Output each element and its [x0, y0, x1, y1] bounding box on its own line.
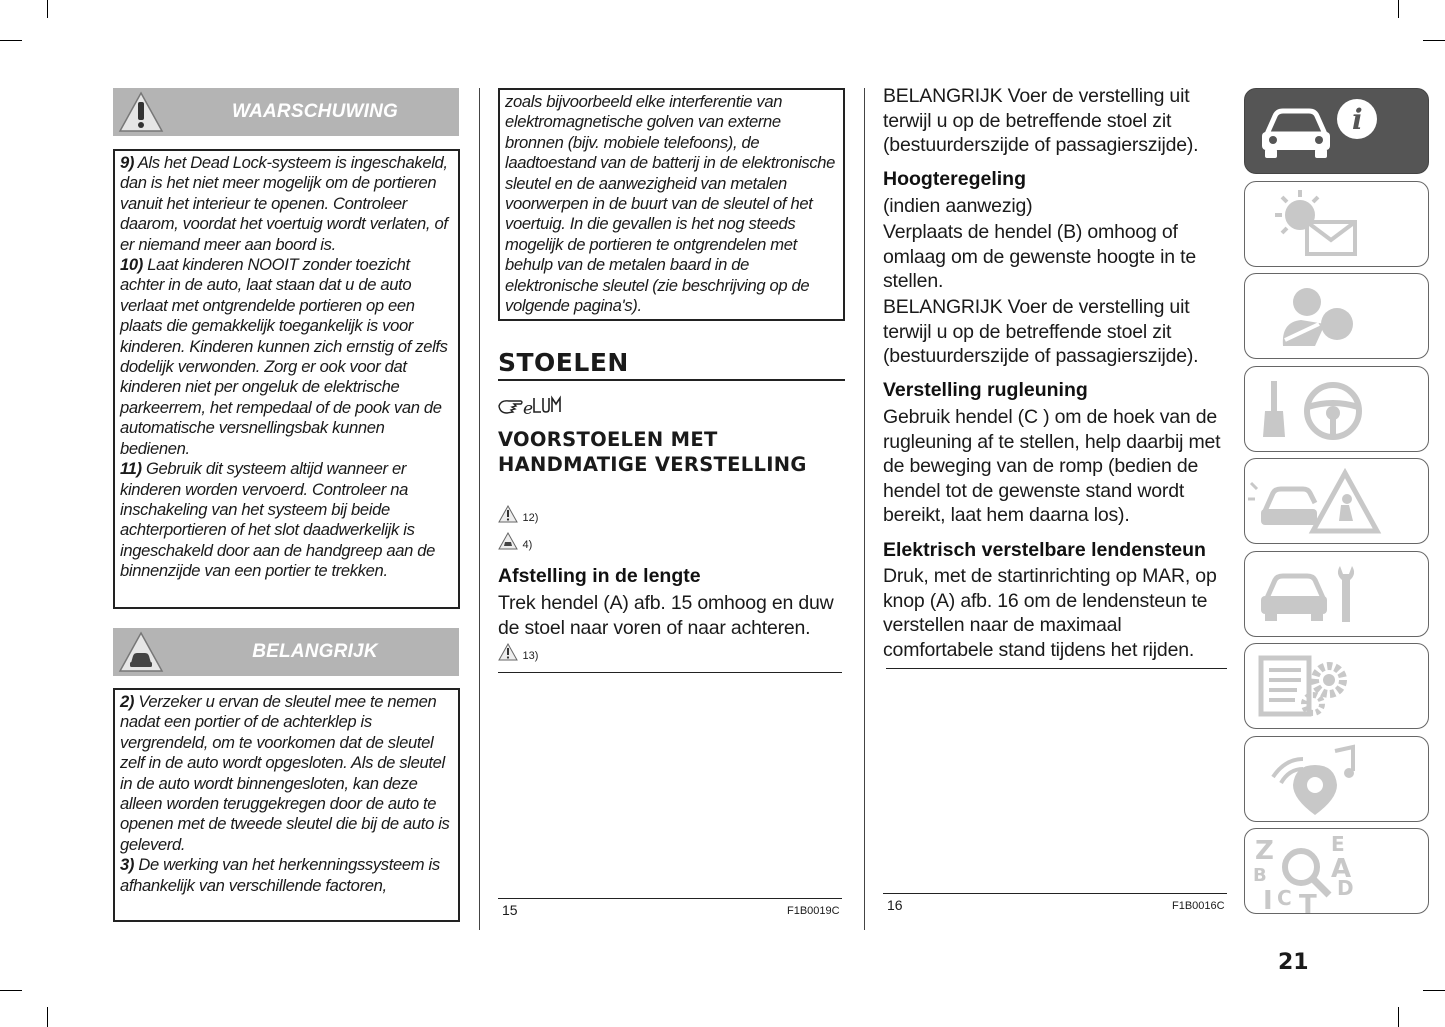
figure16-bottom-rule	[883, 893, 1227, 894]
warning-item: 9) Als het Dead Lock-systeem is ingeschakeld, dan is het niet meer mogelijk om de portieren vanuit het interieur te openen. Controleer daarom, voordat het voertuig wordt verlaten, of er niemand meer aan boord is.	[120, 153, 448, 254]
svg-text:B: B	[1253, 865, 1267, 886]
lumbar-text: Druk, met de startinrichting op MAR, op knop (A) afb. 16 om de lendensteun te verstellen naar de maximaal comfortabele stand tijdens het rijden.	[883, 565, 1217, 661]
warning-icon	[117, 90, 165, 134]
section-subtitle: VOORSTOELEN MET HANDMATIGE VERSTELLING	[498, 428, 807, 476]
svg-text:E: E	[1331, 832, 1345, 856]
length-title: Afstelling in de lengte	[498, 565, 701, 587]
column-divider	[864, 88, 865, 930]
svg-text:e: e	[523, 399, 534, 418]
warning-ref-13: 13)	[498, 643, 538, 664]
tab-car-info[interactable]	[1244, 88, 1429, 174]
page-number: 21	[1278, 950, 1309, 975]
key-steering-icon	[1245, 367, 1430, 453]
backrest-title: Verstelling rugleuning	[883, 379, 1088, 401]
warning-title: WAARSCHUWING	[232, 101, 398, 122]
important-header	[113, 628, 459, 676]
height-text: Verplaats de hendel (B) omhoog of omlaag om de gewenste hoogte in te stellen.	[883, 221, 1196, 292]
warning-item: 11) Gebruik dit systeem altijd wanneer er kinderen worden vervoerd. Controleer na inschakeling van het systeem bij beide achterportieren of het slot daadwerkelijk is ingeschakeld door aan de handgreep aan de binnenzijde van een portier te trekken.	[120, 459, 436, 581]
elum-hand-icon	[497, 392, 563, 418]
height-title: Hoogteregeling	[883, 168, 1027, 190]
figure16-code: F1B0016C	[1172, 900, 1225, 912]
continued-box	[498, 88, 845, 321]
svg-text:A: A	[1331, 854, 1352, 884]
important-title: BELANGRIJK	[252, 641, 378, 662]
index-icon	[1245, 829, 1430, 915]
airbag-icon	[1245, 274, 1430, 360]
figure15-bottom-rule	[498, 898, 842, 899]
warning-ref-12: 12)	[498, 505, 538, 526]
important-note-2: BELANGRIJK Voer de verstelling uit terwijl u op de betreffende stoel zit (bestuurderszijde of passagierszijde).	[883, 296, 1199, 367]
section-title: STOELEN	[498, 348, 629, 377]
figure16-number: 16	[887, 897, 903, 913]
warning-item: 10) Laat kinderen NOOIT zonder toezicht achter in de auto, laat staan dat u de auto verlaat met ontgrendelde portieren op een plaats die gemakkelijk toegankelijk is voor kinderen. Kinderen kunnen zich ernstig of zelfs dodelijk verwonden. Zorg er ook voor dat kinderen niet per ongeluk de elektrische parkeerrem, het rempedaal of de pook van de automatische versnellingsbak kunnen bedienen.	[120, 255, 448, 458]
warning-header	[113, 88, 459, 136]
height-note: (indien aanwezig)	[883, 195, 1033, 217]
tab-index[interactable]	[1244, 828, 1429, 914]
tab-maintenance[interactable]	[1244, 551, 1429, 637]
svg-text:C: C	[1277, 886, 1292, 910]
important-item: 3) De werking van het herkenningssysteem is afhankelijk van verschillende factoren,	[120, 855, 440, 895]
svg-text:T: T	[1299, 890, 1317, 915]
length-text: Trek hendel (A) afb. 15 omhoog en duw de stoel naar voren of naar achteren.	[498, 592, 834, 639]
technical-data-icon	[1245, 644, 1430, 730]
section-title-rule	[498, 379, 845, 381]
figure15-top-rule	[498, 672, 842, 673]
figure15-number: 15	[502, 902, 518, 918]
tab-emergency[interactable]	[1244, 458, 1429, 544]
tab-key-steering[interactable]	[1244, 366, 1429, 452]
tab-multimedia[interactable]	[1244, 736, 1429, 822]
important-item: 2) Verzeker u ervan de sleutel mee te nemen nadat een portier of de achterklep is vergrendeld, om te voorkomen dat de sleutel zelf in de auto wordt opgesloten. Als de sleutel in de auto wordt binnengesloten, kan deze alleen worden teruggekregen door de auto te openen met de tweede sleutel die bij de auto is geleverd.	[120, 692, 450, 854]
figure15-code: F1B0019C	[787, 905, 840, 917]
tab-technical-data[interactable]	[1244, 643, 1429, 729]
important-box	[113, 688, 460, 922]
svg-text:Z: Z	[1255, 836, 1274, 866]
continued-text: zoals bijvoorbeeld elke interferentie van elektromagnetische golven van externe bronnen (bijv. mobiele telefoons), de laadtoestand van de batterij in de elektronische sleutel en de aanwezigheid van metalen voorwerpen in de buurt van de sleutel of het voertuig. In die gevallen is het nog steeds mogelijk de portieren te ontgrendelen met behulp van de metalen baard in de elektronische sleutel (zie beschrijving op de volgende pagina's).	[505, 92, 836, 316]
small-warning-icon	[498, 643, 518, 661]
backrest-text: Gebruik hendel (C ) om de hoek van de rugleuning af te stellen, help daarbij met de beweging van de romp (bedien de hendel tot de gewenste stand wordt bereikt, laat hem daarna los).	[883, 406, 1221, 526]
svg-text:i: i	[1352, 103, 1363, 136]
small-car-icon	[498, 532, 518, 550]
emergency-icon	[1245, 459, 1430, 545]
lumbar-title: Elektrisch verstelbare lendensteun	[883, 539, 1206, 561]
tab-lights-messages[interactable]	[1244, 181, 1429, 267]
lights-message-icon	[1245, 182, 1430, 268]
important-car-icon	[117, 630, 165, 674]
tab-airbag[interactable]	[1244, 273, 1429, 359]
multimedia-icon	[1245, 737, 1430, 823]
warning-box	[113, 149, 460, 609]
car-info-icon	[1245, 89, 1430, 175]
small-warning-icon	[498, 505, 518, 523]
figure16-top-rule	[886, 668, 1227, 669]
important-note-1: BELANGRIJK Voer de verstelling uit terwijl u op de betreffende stoel zit (bestuurderszijde of passagierszijde).	[883, 85, 1199, 156]
column-divider	[479, 88, 480, 930]
svg-text:D: D	[1337, 876, 1354, 900]
maintenance-icon	[1245, 552, 1430, 638]
important-ref-4: 4)	[498, 532, 532, 553]
svg-text:I: I	[1263, 886, 1273, 915]
